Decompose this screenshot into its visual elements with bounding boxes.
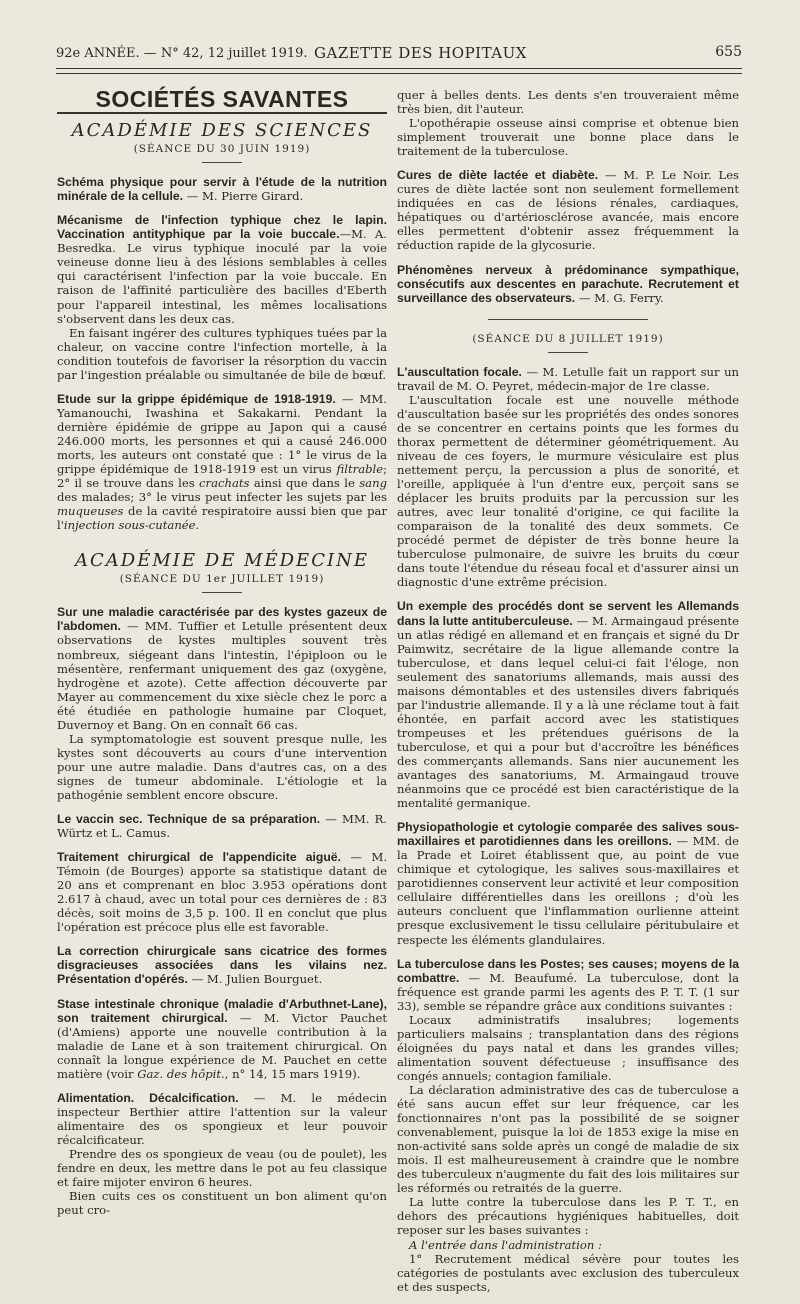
article-title: Traitement chirurgical de l'appendicite aiguë. (57, 850, 341, 865)
article-title: Sur une maladie caractérisée par des kystes gazeux de l'abdomen. (57, 605, 387, 634)
journal-title: GAZETTE DES HOPITAUX (314, 44, 527, 62)
article-author: — M. Letulle (521, 364, 604, 379)
session-date-1: (SÉANCE DU 30 JUIN 1919) (133, 143, 311, 156)
article-text: attire l'attention sur la valeur alimentaire des os spongieux et leur pouvoir récalcificateur. (57, 1104, 387, 1147)
article-author: — M. G. Ferry. (575, 290, 664, 305)
italic-term: Gaz. des hôpit. (137, 1066, 225, 1081)
article-text: Le virus typhique inoculé par la voie veineuse donne lieu à des lésions semblables à celles qui caractérisent l'infection par la voie buccale. En raison de l'affinité particulière des bacilles d'Eberth pour l'appareil intestinal, les mêmes localisations s'observent dans les deux cas. (57, 241, 387, 326)
article-author: — M. Armaingaud (572, 613, 684, 628)
article-author: — M. P. Le Noir. (598, 168, 712, 183)
article-title: La tuberculose dans les Postes; ses causes; moyens de la combattre. (397, 956, 739, 985)
article-text: présentent deux observations de kystes multiples souvent très nombreux, siégeant dans l'intestin, l'épiploon ou le mésentère, renfermant uniquement des gaz (oxygène, hydrogène et azote). Cette affection découverte par Mayer au commencement du xixe siècle chez le porc a été étudiée en pathologie humaine par Cloquet, Duvernoy et Bang. On en connaît 66 cas. (57, 619, 387, 732)
article-title: Phénomènes nerveux à prédominance sympathique, consécutifs aux descentes en parachute. Recrutement et surveillance des observateurs. (397, 262, 739, 305)
article-title: Le vaccin sec. Technique de sa préparation. (57, 812, 321, 827)
separator (202, 162, 242, 163)
article-typhoid (57, 213, 387, 382)
italic-term: filtrable (336, 462, 384, 477)
article-text: 1° Recrutement médical sévère pour toutes les catégories de postulants avec exclusion des tuberculeux et des suspects, (397, 1251, 739, 1294)
article-diabete (397, 168, 739, 252)
article-author: — MM. Tuffier et Letulle (120, 619, 283, 634)
article-text: présente un atlas rédigé en allemand et en français et signé du Dr Paimwitz, secrétaire de la ligue allemande contre la tuberculose, et dans lequel celui-ci fait l'éloge, non seulement des sanatoriums allemands, mais aussi des maisons démontables et des ustensiles divers fabriqués par l'industrie allemande. Il y a là une réclame tout à fait éhontée, en parfait accord avec les statistiques trompeuses et les prétendues guérisons de la tuberculose, et qui a pour but d'accroître les bénéfices des commerçants allemands. Sans nier aucunement les avantages des sanatoriums, M. Armaingaud trouve néanmoins que ce procédé est bien caractéristique de la mentalité germanique. (397, 613, 739, 811)
session-date-3: (SÉANCE DU 8 JUILLET 1919) (472, 332, 664, 345)
article-text: (d'Amiens) apporte une nouvelle contribution à la maladie de Lane et à son traitement chirurgical. On connaît la longue expérience de M. Pauchet en cette matière (voir (57, 1024, 387, 1081)
article-text: (de Bourges) apporte sa statistique datant de 20 ans et comprenant en bloc 3.953 opérations dont 2.617 à chaud, avec un total pour ces dernières de : 83 décès, soit moins de 3,5 p. 100. Il en conclut que plus l'opération est précoce plus elle est favorable. (57, 864, 387, 935)
separator (548, 352, 588, 353)
session-date-2: (SÉANCE DU 1er JUILLET 1919) (119, 573, 325, 586)
article-text: ainsi que dans le (249, 476, 360, 491)
article-title: Schéma physique pour servir à l'étude de la nutrition minérale de la cellule. (57, 175, 387, 204)
article-text: ; 2° il se trouve dans les (57, 462, 387, 491)
header-rule-top (56, 68, 742, 69)
header-rule-bottom (56, 73, 742, 74)
article-author: — M. le médecin inspecteur Berthier (57, 1090, 387, 1119)
article-grippe (57, 392, 387, 532)
issue-info: 92e ANNÉE. — N° 42, 12 juillet 1919. (56, 46, 308, 61)
article-nutrition (57, 175, 387, 203)
article-title: Un exemple des procédés dont se servent les Allemands dans la lutte antituberculeuse. (397, 599, 739, 628)
section-title: SOCIÉTÉS SAVANTES (95, 86, 349, 112)
article-stase (57, 997, 387, 1081)
article-salives (397, 820, 739, 946)
article-parachute (397, 263, 739, 305)
article-kystes (57, 605, 387, 802)
article-title: Etude sur la grippe épidémique de 1918-1919. (57, 391, 336, 406)
article-text: En faisant ingérer des cultures typhiques tuées par la chaleur, on vaccine contre l'infection mortelle, à la condition toutefois de favoriser la résorption du vaccin par l'ingestion préalable ou simultanée de bile de bœuf. (57, 325, 387, 382)
article-opotherapie (397, 88, 739, 158)
article-author: — MM. R. Würtz et L. Camus. (57, 812, 387, 841)
article-title: La correction chirurgicale sans cicatrice des formes disgracieuses associées dans les vilains nez. Présentation d'opérés. (57, 944, 387, 987)
article-tuberculose-postes (397, 957, 739, 1294)
article-title: Cures de diète lactée et diabète. (397, 168, 599, 183)
page-header (56, 44, 742, 66)
article-nez (57, 944, 387, 986)
article-text: , n° 14, 15 mars 1919). (224, 1066, 361, 1081)
article-author: —M. A. Besredka. (57, 227, 387, 256)
italic-term: crachats (199, 476, 250, 491)
separator (202, 592, 242, 593)
article-text: des malades; 3° le virus peut infecter les sujets par les (57, 490, 387, 505)
article-author: — MM. de la Prade et Loiret (397, 834, 739, 863)
article-title: Alimentation. Décalcification. (57, 1090, 239, 1105)
italic-term: sang (359, 476, 387, 491)
article-text: fait un rapport sur un travail de M. O. Peyret, médecin-major de 1re classe. (397, 364, 740, 393)
article-text: Les cures de diète lactée sont non seulement formellement indiquées en cas de lésions rénales, cardiaques, hépatiques ou d'artériosclérose avancée, mais encore elles permettent d'obtenir assez fréquemment la réduction rapide de la glycosurie. (397, 168, 740, 253)
article-title: L'auscultation focale. (397, 364, 522, 379)
article-text: de la cavité respiratoire aussi bien que par l' (57, 504, 387, 533)
article-author: — M. Témoin (57, 850, 388, 879)
separator (488, 319, 648, 320)
article-subheading: A l'entrée dans l'administration : (409, 1237, 602, 1252)
academy-heading-medecine: ACADÉMIE DE MÉDECINE (75, 550, 369, 572)
title-rule (57, 112, 387, 114)
article-author: — M. Beaufumé. (459, 970, 578, 985)
article-appendicite (57, 850, 387, 934)
article-author: — M. Pierre Girard. (183, 189, 304, 204)
article-text: Prendre des os spongieux de veau (ou de poulet), les fendre en deux, les mettre dans le pot au feu classique et faire mijoter environ 6 heures. (57, 1147, 387, 1190)
article-allemands (397, 599, 739, 810)
right-column (397, 88, 739, 1304)
italic-term: muqueuses (57, 504, 124, 519)
academy-heading-sciences: ACADÉMIE DES SCIENCES (71, 120, 373, 142)
article-author: — M. Julien Bourguet. (187, 972, 323, 987)
article-text: établissent que, au point de vue chimique et cytologique, les salives sous-maxillaires et parotidiennes conservent leur activité et leur composition cellulaire différentielles dans les oreillons ; d'où les auteurs concluent que l'inflammation ourlienne atteint presque exclusivement le tissu cellulaire péritubulaire et respecte les éléments glandulaires. (397, 848, 739, 947)
article-auscultation (397, 365, 739, 590)
article-text: Bien cuits ces os constituent un bon aliment qu'on peut cro- (57, 1189, 387, 1218)
article-text: La tuberculose, dont la fréquence est grande parmi les agents des P. T. T. (1 sur 33), semble se répandre grâce aux conditions suivantes : (397, 970, 739, 1013)
article-vaccin (57, 812, 387, 840)
article-text: . (195, 518, 200, 533)
article-author: — M. Victor Pauchet (227, 1010, 387, 1025)
article-text: La lutte contre la tuberculose dans les P. T. T., en dehors des précautions hygiéniques habituelles, doit reposer sur les bases suivantes : (397, 1195, 739, 1238)
article-text: L'auscultation focale est une nouvelle méthode d'auscultation basée sur les propriétés des ondes sonores de se concentrer en certains points que les formes du thorax permettent de déterminer géométriquement. Au niveau de ces foyers, le murmure vésiculaire est plus nettement perçu, la percussion a plus de sonorité, et l'oreille, appliquée à l'un d'entre eux, perçoit sans se déplacer les bruits produits par la percussion sur les autres, avec leur tonalité d'origine, ce qui facilite la comparaison de la tonalité des deux sommets. Ce procédé permet de dépister de très bonne heure la tuberculose pulmonaire, de suivre les bruits du cœur dans toute l'étendue du réseau focal et d'assurer ainsi un diagnostic d'une extrême précision. (397, 392, 739, 590)
article-author: — MM. Yamanouchi, Iwashina et Sakakarni. (57, 391, 387, 420)
article-text: L'opothérapie osseuse ainsi comprise et obtenue bien simplement trouverait une bonne place dans le traitement de la tuberculose. (397, 116, 739, 159)
article-alimentation (57, 1091, 387, 1217)
article-title: Physiopathologie et cytologie comparée des salives sous-maxillaires et parotidiennes dans les oreillons. (397, 820, 739, 849)
page-number: 655 (715, 44, 742, 60)
article-text: La déclaration administrative des cas de tuberculose a été sans aucun effet sur leur fréquence, car les fonctionnaires n'ont pas la possibilité de se soigner convenablement, puisque la loi de 1853 exige la mise en non-activité sans solde après un congé de maladie de six mois. Il est malheureusement à craindre que le nombre des tuberculeux n'augmente du fait des lois militaires sur les réformés ou retraités de la guerre. (397, 1083, 739, 1196)
article-text: Pendant la dernière épidémie de grippe au Japon qui a causé 246.000 morts, les personnes et qui a causé 246.000 morts, les auteurs ont constaté que : 1° le virus de la grippe épidémique de 1918-1919 est un virus (57, 405, 387, 477)
article-text: Locaux administratifs insalubres; logements particuliers malsains ; transplantation dans des régions éloignées du pays natal et dans les grandes villes; alimentation souvent défectueuse ; insuffisance des congés annuels; contagion familiale. (397, 1012, 739, 1083)
article-text: quer à belles dents. Les dents s'en trouveraient même très bien, dit l'auteur. (397, 88, 739, 117)
article-text: La symptomatologie est souvent presque nulle, les kystes sont découverts au cours d'une intervention pour une autre maladie. Dans d'autres cas, on a des signes de tumeur abdominale. L'étiologie et la pathogénie semblent encore obscure. (57, 731, 387, 802)
article-title: Mécanisme de l'infection typhique chez le lapin. Vaccination antityphique par la voie buccale. (57, 213, 387, 242)
left-column (57, 88, 387, 1227)
article-title: Stase intestinale chronique (maladie d'Arbuthnet-Lane), son traitement chirurgical. (57, 996, 387, 1025)
italic-term: injection sous-cutanée (63, 518, 196, 533)
